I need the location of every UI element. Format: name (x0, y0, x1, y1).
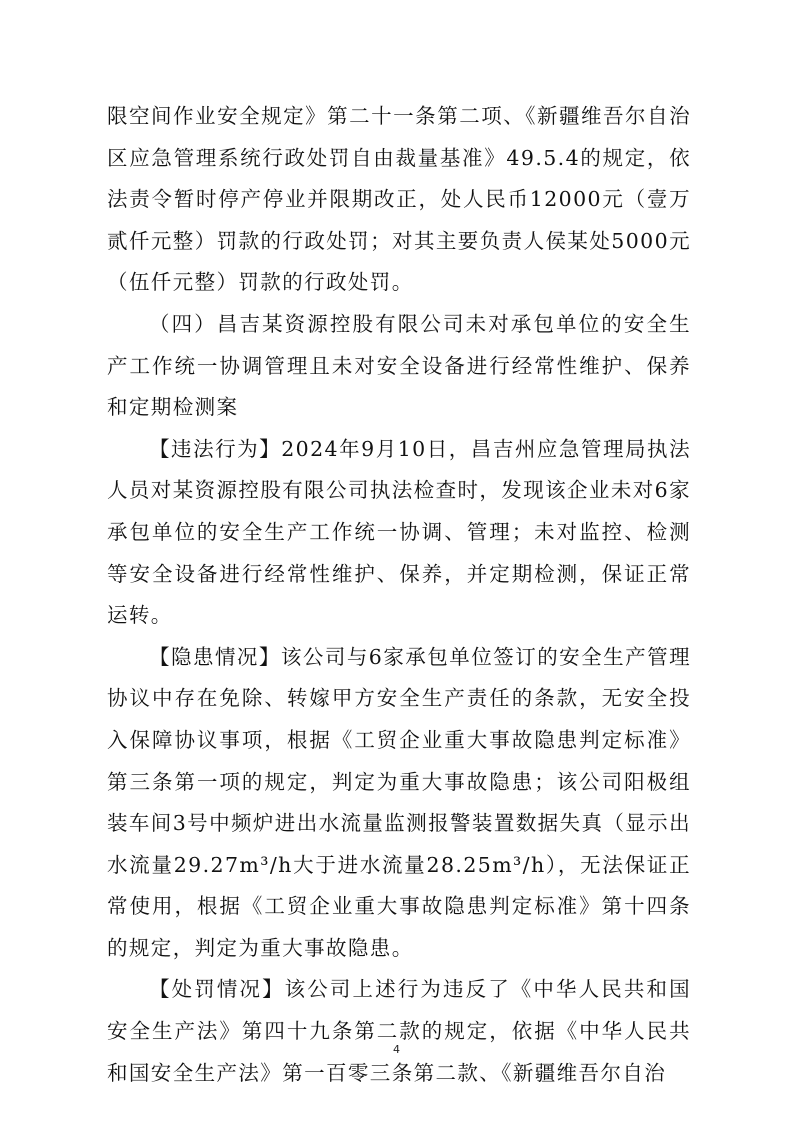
page-number: 4 (393, 1043, 400, 1056)
paragraph-hazard: 【隐患情况】该公司与6家承包单位签订的安全生产管理协议中存在免除、转嫁甲方安全生产责任的条款，无安全投入保障协议事项，根据《工贸企业重大事故隐患判定标准》第三条第一项的规定，判定为重大事故隐患；该公司阳极组装车间3号中频炉进出水流量监测报警装置数据失真（显示出水流量29.27m³/h大于进水流量28.25m³/h），无法保证正常使用，根据《工贸企业重大事故隐患判定标准》第十四条的规定，判定为重大事故隐患。 (107, 644, 691, 960)
paragraph-penalty: 【处罚情况】该公司上述行为违反了《中华人民共和国安全生产法》第四十九条第二款的规定，依据《中华人民共和国安全生产法》第一百零三条第二款、《新疆维吾尔自治 (107, 977, 691, 1085)
document-body (107, 96, 691, 1094)
paragraph-continuation-penalty: 限空间作业安全规定》第二十一条第二项、《新疆维吾尔自治区应急管理系统行政处罚自由裁量基准》49.5.4的规定，依法责令暂时停产停业并限期改正，处人民币12000元（壹万贰仟元整）罚款的行政处罚；对其主要负责人侯某处5000元（伍仟元整）罚款的行政处罚。 (107, 104, 691, 295)
paragraph-violation: 【违法行为】2024年9月10日，昌吉州应急管理局执法人员对某资源控股有限公司执法检查时，发现该企业未对6家承包单位的安全生产工作统一协调、管理；未对监控、检测等安全设备进行经常性维护、保养，并定期检测，保证正常运转。 (107, 436, 692, 628)
case-heading: （四）昌吉某资源控股有限公司未对承包单位的安全生产工作统一协调管理且未对安全设备进行经常性维护、保养和定期检测案 (107, 311, 691, 420)
